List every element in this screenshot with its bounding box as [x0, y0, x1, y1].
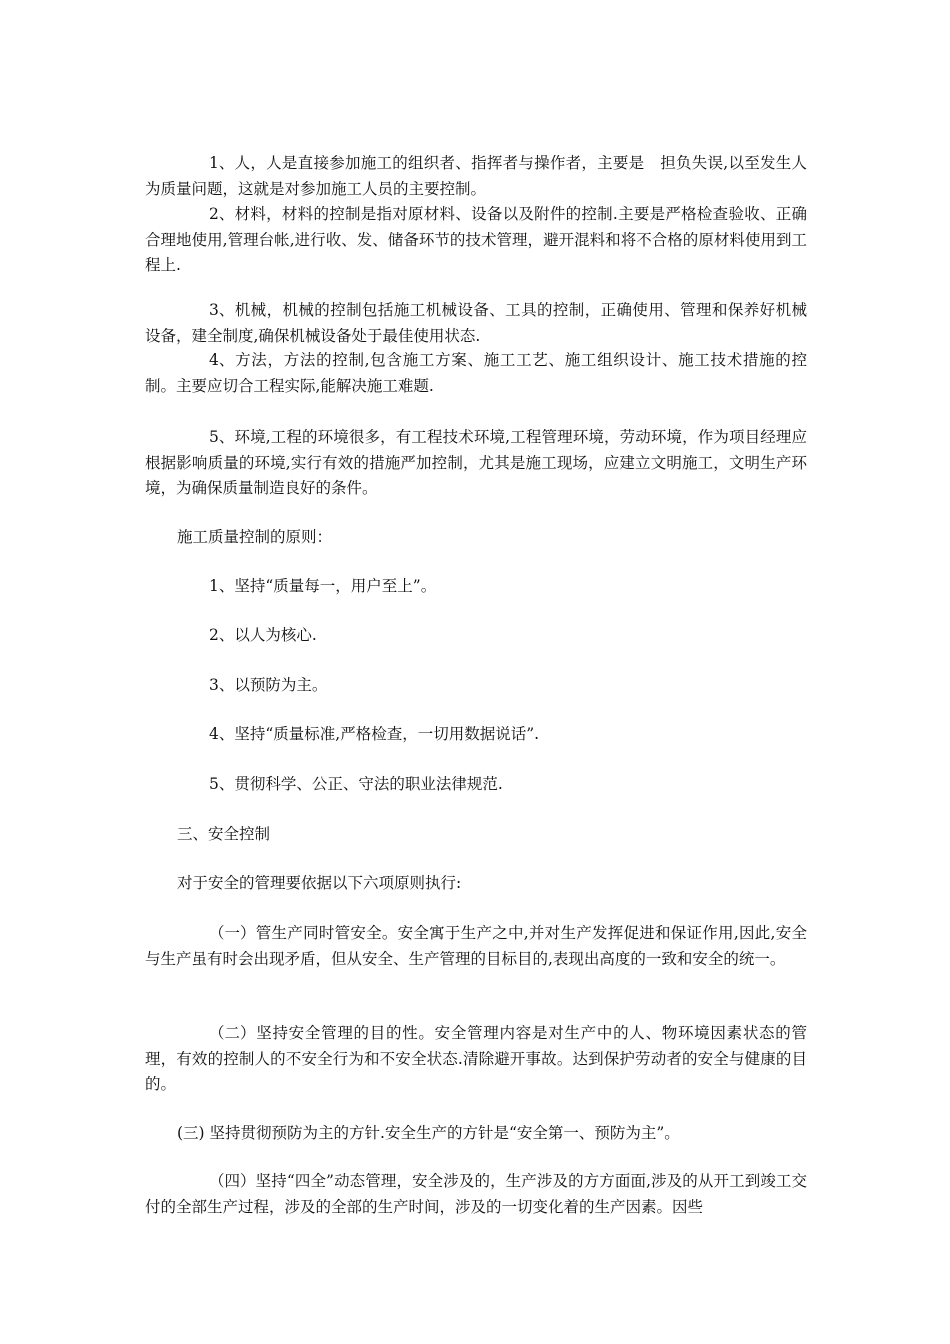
paragraph-text: 三、安全控制 — [177, 825, 271, 843]
paragraph-text: 以预防为主。 — [234, 676, 328, 694]
item-number: （四） — [209, 1172, 256, 1190]
paragraph-text: 以人为核心. — [234, 626, 317, 644]
paragraph-text: 管生产同时管安全。安全寓于生产之中,并对生产发挥促进和保证作用,因此,安全与生产虽有时会出现矛盾，但从安全、生产管理的目标目的,表现出高度的一致和安全的统一。 — [145, 924, 807, 968]
principle-1 — [145, 574, 807, 600]
paragraph-text: 坚持“质量每一，用户至上”。 — [234, 577, 437, 595]
paragraph-5 — [145, 425, 807, 502]
paragraph-2 — [145, 202, 807, 279]
item-number: 1、 — [209, 577, 235, 595]
paragraph-1 — [145, 151, 807, 202]
paragraph-text: 坚持“四全”动态管理，安全涉及的，生产涉及的方方面面,涉及的从开工到竣工交付的全部生产过程，涉及的全部的生产时间，涉及的一切变化着的生产因素。因些 — [145, 1172, 807, 1216]
paragraph-text: 坚持“质量标准,严格检查，一切用数据说话”. — [234, 725, 540, 743]
item-number: 4、 — [209, 351, 235, 369]
principle-2 — [145, 623, 807, 649]
paragraph-text: 贯彻科学、公正、守法的职业法律规范. — [234, 775, 503, 793]
item-number: 3、 — [209, 676, 235, 694]
paragraph-text: 材料，材料的控制是指对原材料、设备以及附件的控制.主要是严格检查验收、正确合理地使用,管理台帐,进行收、发、储备环节的技术管理，避开混料和将不合格的原材料使用到工程上. — [145, 205, 807, 274]
paragraph-text: 环境,工程的环境很多，有工程技术环境,工程管理环境，劳动环境，作为项目经理应根据影响质量的环境,实行有效的措施严加控制，尤其是施工现场，应建立文明施工，文明生产环境，为确保质量制造良好的条件。 — [145, 428, 807, 497]
safety-principle-3 — [145, 1121, 807, 1147]
paragraph-text: (三) 坚持贯彻预防为主的方针.安全生产的方针是“安全第一、预防为主”。 — [177, 1124, 680, 1142]
item-number: 5、 — [209, 428, 235, 446]
section-heading-safety — [145, 822, 807, 848]
paragraph-text: 对于安全的管理要依据以下六项原则执行: — [177, 874, 462, 892]
item-number: 1、 — [209, 154, 235, 172]
paragraph-text: 机械，机械的控制包括施工机械设备、工具的控制，正确使用、管理和保养好机械设备，建全制度,确保机械设备处于最佳使用状态. — [145, 301, 807, 345]
paragraph-3 — [145, 298, 807, 349]
paragraph-text: 施工质量控制的原则： — [177, 528, 333, 546]
item-number: （一） — [209, 924, 256, 942]
section-heading-principles — [145, 525, 807, 551]
paragraph-text: 坚持安全管理的目的性。安全管理内容是对生产中的人、物环境因素状态的管理，有效的控制人的不安全行为和不安全状态.清除避开事故。达到保护劳动者的安全与健康的目的。 — [145, 1024, 807, 1093]
item-number: 3、 — [209, 301, 235, 319]
principle-3 — [145, 673, 807, 699]
item-number: 4、 — [209, 725, 235, 743]
safety-principle-1 — [145, 921, 807, 972]
paragraph-text: 方法，方法的控制,包含施工方案、施工工艺、施工组织设计、施工技术措施的控制。主要应切合工程实际,能解决施工难题. — [145, 351, 807, 395]
principle-4 — [145, 722, 807, 748]
paragraph-4 — [145, 348, 807, 399]
principle-5 — [145, 772, 807, 798]
paragraph-text: 人，人是直接参加施工的组织者、指挥者与操作者，主要是 担负失误,以至发生人为质量问题，这就是对参加施工人员的主要控制。 — [145, 154, 807, 198]
item-number: 2、 — [209, 205, 235, 223]
safety-intro — [145, 871, 807, 897]
item-number: （二） — [209, 1024, 256, 1042]
item-number: 2、 — [209, 626, 235, 644]
safety-principle-4 — [145, 1169, 807, 1220]
item-number: 5、 — [209, 775, 235, 793]
safety-principle-2 — [145, 1021, 807, 1098]
